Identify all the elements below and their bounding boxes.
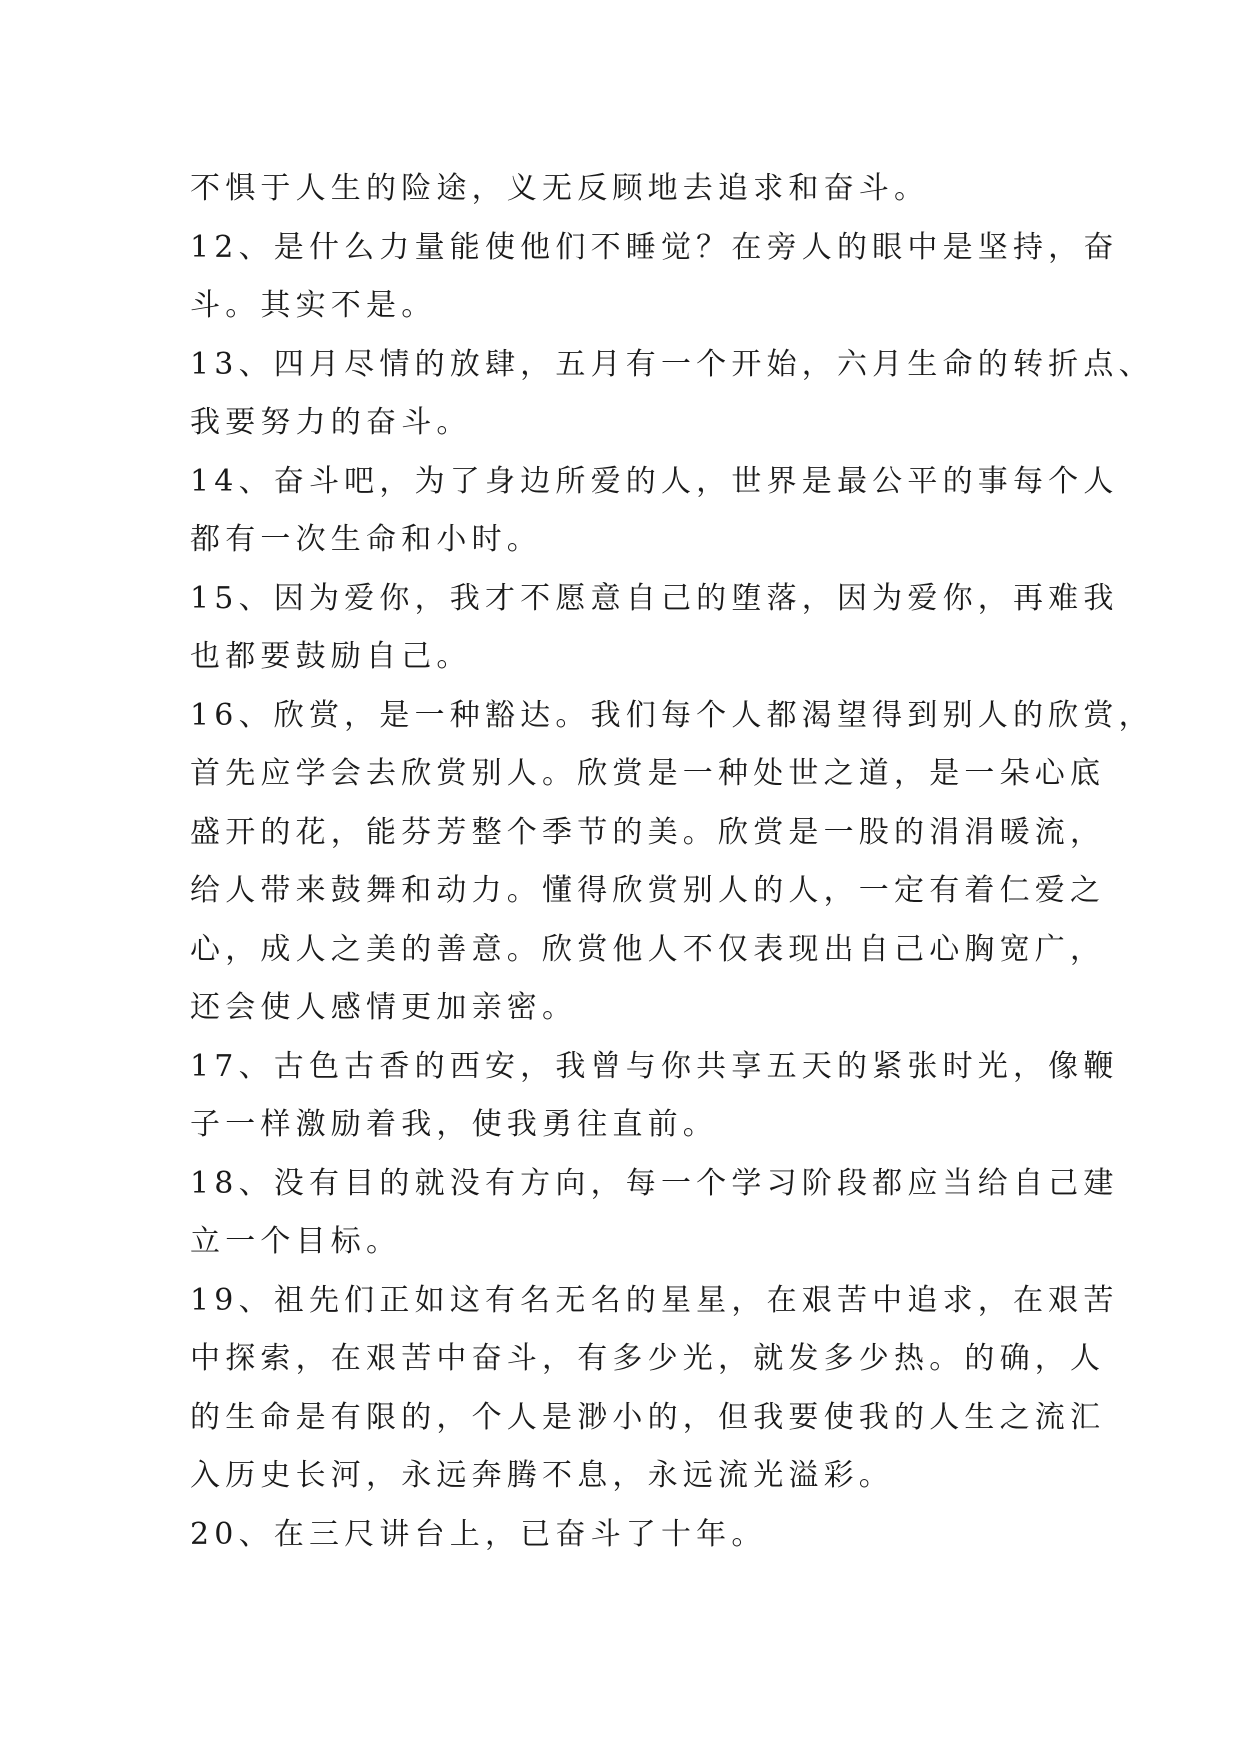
text-line: 16、欣赏，是一种豁达。我们每个人都渴望得到别人的欣赏， — [190, 697, 1154, 733]
text-line: 17、古色古香的西安，我曾与你共享五天的紧张时光，像鞭 — [190, 1048, 1119, 1084]
text-line: 首先应学会去欣赏别人。欣赏是一种处世之道，是一朵心底 — [190, 756, 1106, 791]
text-line: 也都要鼓励自己。 — [190, 639, 472, 674]
text-line: 19、祖先们正如这有名无名的星星，在艰苦中追求，在艰苦 — [190, 1282, 1119, 1318]
text-line: 子一样激励着我，使我勇往直前。 — [190, 1107, 718, 1142]
text-line: 不惧于人生的险途，义无反顾地去追求和奋斗。 — [190, 171, 930, 206]
text-line: 斗。其实不是。 — [190, 288, 437, 323]
text-line: 心，成人之美的善意。欣赏他人不仅表现出自己心胸宽广， — [190, 931, 1106, 967]
text-line: 13、四月尽情的放肆，五月有一个开始，六月生命的转折点、 — [190, 346, 1154, 382]
text-line: 12、是什么力量能使他们不睡觉？在旁人的眼中是坚持，奋 — [190, 229, 1119, 265]
text-line: 中探索，在艰苦中奋斗，有多少光，就发多少热。的确，人 — [190, 1341, 1106, 1376]
text-line: 立一个目标。 — [190, 1224, 402, 1259]
text-line: 入历史长河，永远奔腾不息，永远流光溢彩。 — [190, 1458, 894, 1493]
text-line: 盛开的花，能芬芳整个季节的美。欣赏是一股的涓涓暖流， — [190, 814, 1106, 850]
document-body — [190, 160, 1154, 1564]
text-line: 的生命是有限的，个人是渺小的，但我要使我的人生之流汇 — [190, 1399, 1106, 1435]
text-line: 15、因为爱你，我才不愿意自己的堕落，因为爱你，再难我 — [190, 580, 1119, 616]
text-line: 18、没有目的就没有方向，每一个学习阶段都应当给自己建 — [190, 1165, 1119, 1201]
text-line: 还会使人感情更加亲密。 — [190, 990, 578, 1025]
text-line: 我要努力的奋斗。 — [190, 405, 472, 440]
text-line: 给人带来鼓舞和动力。懂得欣赏别人的人，一定有着仁爱之 — [190, 873, 1106, 908]
text-line: 都有一次生命和小时。 — [190, 522, 542, 557]
text-line: 14、奋斗吧，为了身边所爱的人，世界是最公平的事每个人 — [190, 463, 1119, 499]
text-line: 20、在三尺讲台上，已奋斗了十年。 — [190, 1516, 767, 1552]
